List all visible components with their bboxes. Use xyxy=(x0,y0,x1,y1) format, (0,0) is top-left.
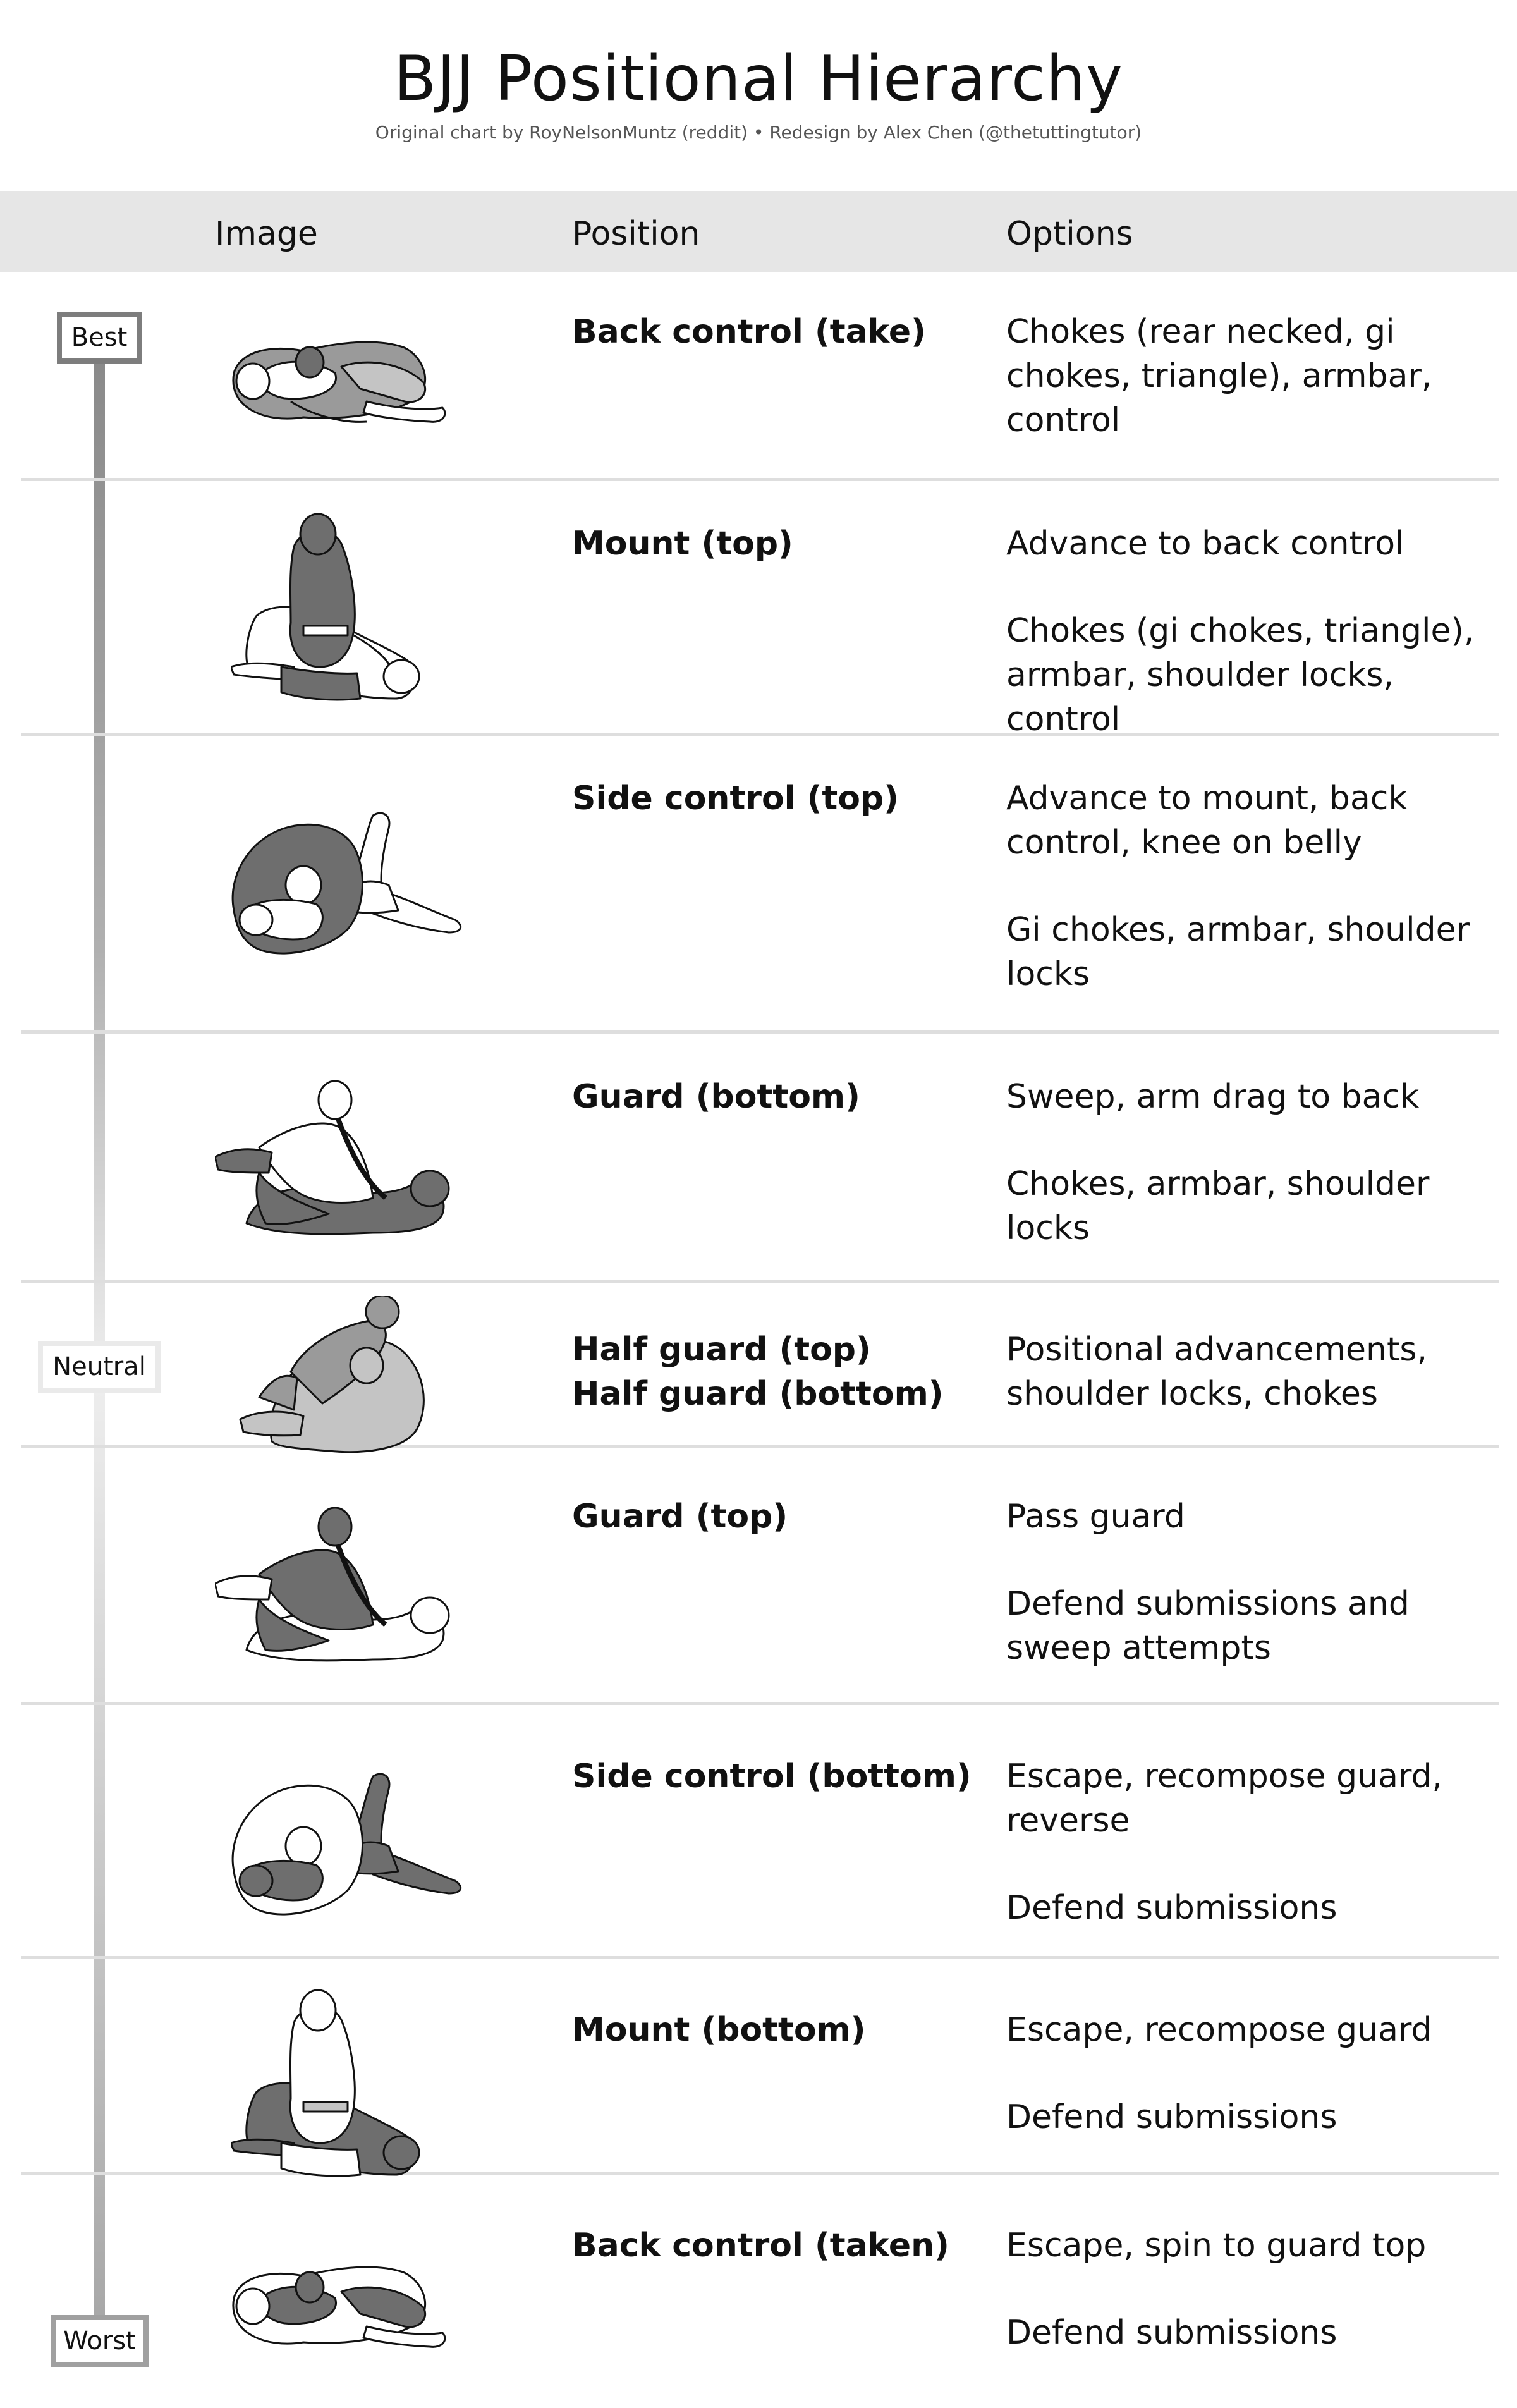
option-text: Sweep, arm drag to back xyxy=(1006,1078,1420,1116)
header-image: Image xyxy=(215,215,318,253)
rank-scale-bar xyxy=(94,364,105,2315)
page-subtitle: Original chart by RoyNelsonMuntz (reddit) • Redesign by Alex Chen (@thetuttingtutor) xyxy=(375,122,1142,143)
option-text: Defend submissions xyxy=(1006,1889,1337,1927)
option-text: Advance to back control xyxy=(1006,525,1404,563)
half-guard-illustration xyxy=(234,1296,442,1454)
header-position: Position xyxy=(572,215,700,253)
position-name: Guard (bottom) xyxy=(572,1078,860,1116)
back-control-taken-illustration xyxy=(215,2238,461,2364)
rank-label-best: Best xyxy=(57,312,142,364)
row-divider xyxy=(21,1702,1499,1705)
side-control-bottom-illustration xyxy=(221,1764,468,1928)
rank-label-worst: Worst xyxy=(51,2315,149,2367)
option-text: Chokes (rear necked, gi chokes, triangle), armbar, control xyxy=(1006,313,1432,439)
guard-bottom-illustration xyxy=(215,1078,461,1236)
option-text: Defend submissions xyxy=(1006,2098,1337,2136)
option-text: Defend submissions xyxy=(1006,2314,1337,2352)
back-control-take-illustration xyxy=(215,313,461,439)
option-text: Defend submissions and sweep attempts xyxy=(1006,1585,1410,1667)
position-name: Side control (top) xyxy=(572,779,899,817)
option-text: Escape, recompose guard xyxy=(1006,2011,1432,2049)
position-name: Guard (top) xyxy=(572,1498,788,1536)
header-options: Options xyxy=(1006,215,1133,253)
mount-top-illustration xyxy=(231,509,439,711)
table-header xyxy=(0,191,1517,272)
option-text: Chokes (gi chokes, triangle), armbar, shoulder locks, control xyxy=(1006,612,1475,738)
position-name: Half guard (top) xyxy=(572,1331,871,1369)
row-divider xyxy=(21,1280,1499,1283)
option-text: Gi chokes, armbar, shoulder locks xyxy=(1006,911,1470,993)
rank-label-neutral: Neutral xyxy=(38,1341,161,1393)
position-name: Half guard (bottom) xyxy=(572,1375,944,1413)
side-control-top-illustration xyxy=(221,803,468,967)
position-name: Back control (taken) xyxy=(572,2227,949,2264)
row-divider xyxy=(21,1956,1499,1959)
option-text: Escape, spin to guard top xyxy=(1006,2227,1427,2264)
row-divider xyxy=(21,1030,1499,1034)
position-name: Mount (bottom) xyxy=(572,2011,866,2049)
option-text: Escape, recompose guard, reverse xyxy=(1006,1757,1443,1840)
option-text: Positional advancements, shoulder locks, chokes xyxy=(1006,1331,1427,1413)
row-divider xyxy=(21,478,1499,481)
page-title: BJJ Positional Hierarchy xyxy=(394,43,1123,115)
option-text: Advance to mount, back control, knee on belly xyxy=(1006,779,1408,862)
mount-bottom-illustration xyxy=(231,1985,439,2187)
position-name: Mount (top) xyxy=(572,525,793,563)
position-name: Back control (take) xyxy=(572,313,926,351)
option-text: Chokes, armbar, shoulder locks xyxy=(1006,1165,1430,1247)
option-text: Pass guard xyxy=(1006,1498,1185,1536)
position-name: Side control (bottom) xyxy=(572,1757,972,1795)
guard-top-illustration xyxy=(215,1501,461,1663)
